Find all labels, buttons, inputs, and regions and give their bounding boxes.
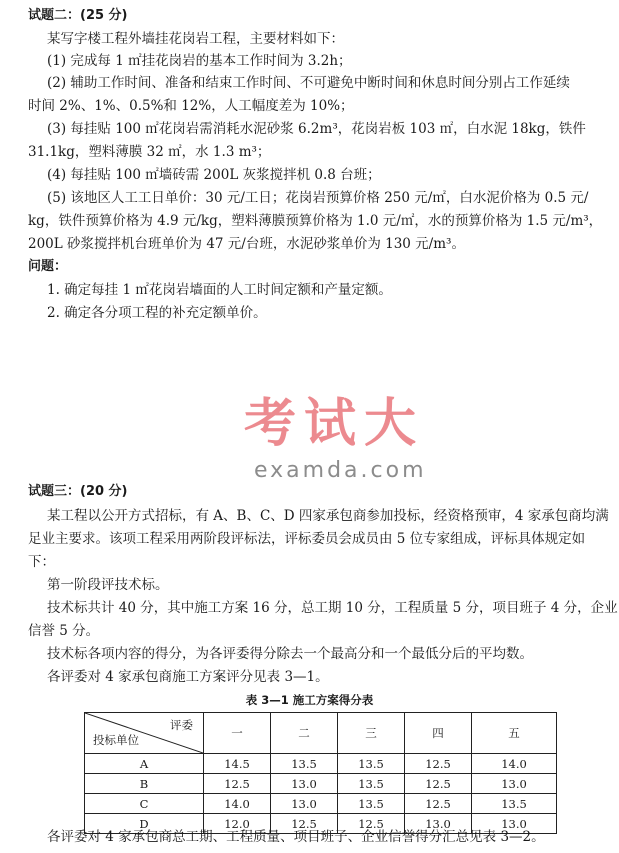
score-cell: 13.5 [271,754,338,774]
table-row [85,754,557,774]
judge-header-3: 三 [338,713,405,754]
q2-question-2: 2. 确定各分项工程的补充定额单价。 [47,305,267,321]
q2-line-4: 时间 2%、1%、0.5%和 12%，人工幅度差为 10%； [28,98,354,114]
table-header-row [85,713,557,754]
q3-heading: 试题三：(20 分) [28,484,128,499]
q3-line-2: 足业主要求。该项工程采用两阶段评标法，评标委员会成员由 5 位专家组成，评标具体规定如 [28,531,586,547]
q2-line-1: 某写字楼工程外墙挂花岗岩工程，主要材料如下： [47,31,344,47]
watermark-logo-text: 考试大 [244,394,425,454]
q3-line-4: 第一阶段评技术标。 [47,577,169,593]
q2-heading: 试题二：(25 分) [28,8,128,23]
score-cell: 13.5 [472,794,557,814]
q2-line-7: (4) 每挂贴 100 ㎡墙砖需 200L 灰浆搅拌机 0.8 台班； [47,167,381,183]
score-cell: 12.5 [271,814,338,834]
q3-line-8: 各评委对 4 家承包商施工方案评分见表 3—1。 [47,669,329,685]
score-cell: 12.5 [405,774,472,794]
score-cell: 13.0 [271,774,338,794]
score-cell: 13.0 [271,794,338,814]
q3-line-7: 技术标各项内容的得分，为各评委得分除去一个最高分和一个最低分后的平均数。 [47,646,533,662]
score-cell: 12.5 [204,774,271,794]
table-row [85,774,557,794]
corner-bottom-label: 投标单位 [93,733,139,747]
q2-line-10: 200L 砂浆搅拌机台班单价为 47 元/台班，水泥砂浆单价为 130 元/m³。 [28,236,465,252]
score-cell: 13.0 [472,774,557,794]
q3-line-3: 下： [28,554,55,570]
bidder-cell: B [85,774,204,794]
bidder-cell: D [85,814,204,834]
score-cell: 12.0 [204,814,271,834]
bidder-cell: C [85,794,204,814]
score-cell: 13.5 [338,794,405,814]
table-caption: 表 3—1 施工方案得分表 [245,693,374,707]
q2-line-8: (5) 该地区人工工日单价：30 元/工日；花岗岩预算价格 250 元/㎡，白水泥价格为 0.5 元/ [47,190,589,206]
judge-header-2: 二 [271,713,338,754]
judge-header-1: 一 [204,713,271,754]
construction-plan-score-table [84,712,557,834]
bidder-cell: A [85,754,204,774]
judge-header-4: 四 [405,713,472,754]
table-row [85,794,557,814]
score-cell: 13.0 [472,814,557,834]
score-cell: 14.0 [204,794,271,814]
score-cell: 13.5 [338,774,405,794]
table-corner-cell [85,713,204,754]
judge-header-5: 五 [472,713,557,754]
score-cell: 13.5 [338,754,405,774]
q2-line-3: (2) 辅助工作时间、准备和结束工作时间、不可避免中断时间和休息时间分别占工作延续 [47,75,570,91]
q2-line-6: 31.1kg，塑料薄膜 32 ㎡，水 1.3 m³； [28,144,271,160]
score-cell: 13.0 [405,814,472,834]
q3-line-1: 某工程以公开方式招标，有 A、B、C、D 四家承包商参加投标，经资格预审，4 家承包商均满 [47,508,609,524]
q3-line-5: 技术标共计 40 分，其中施工方案 16 分，总工期 10 分，工程质量 5 分，项目班子 4 分，企业 [47,600,618,616]
q2-question-1: 1. 确定每挂 1 ㎡花岗岩墙面的人工时间定额和产量定额。 [47,282,392,298]
score-cell: 14.0 [472,754,557,774]
watermark-url: examda.com [254,458,427,483]
q2-question-heading: 问题： [28,259,68,274]
corner-top-label: 评委 [170,718,193,732]
score-cell: 12.5 [405,794,472,814]
q3-line-6: 信誉 5 分。 [28,623,100,639]
score-cell: 14.5 [204,754,271,774]
q2-line-2: (1) 完成每 1 ㎡挂花岗岩的基本工作时间为 3.2h； [47,53,352,69]
score-cell: 12.5 [405,754,472,774]
q2-line-5: (3) 每挂贴 100 ㎡花岗岩需消耗水泥砂浆 6.2m³，花岗岩板 103 ㎡，白水泥 18kg，铁件 [47,121,586,137]
score-cell: 12.5 [338,814,405,834]
q2-line-9: kg，铁件预算价格为 4.9 元/kg，塑料薄膜预算价格为 1.0 元/㎡，水的预算价格为 1.5 元/m³， [28,213,603,229]
q3-footer: 各评委对 4 家承包商总工期、工程质量、项目班子、企业信誉得分汇总见表 3—2。 [47,829,545,845]
